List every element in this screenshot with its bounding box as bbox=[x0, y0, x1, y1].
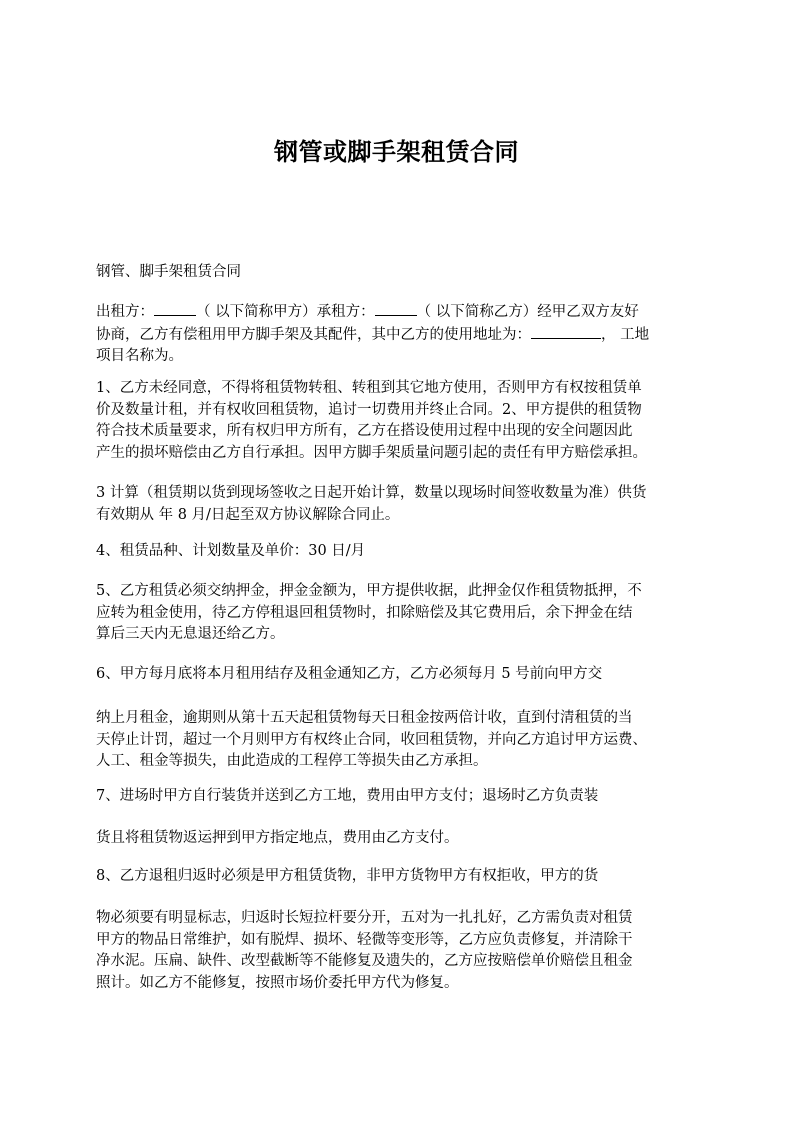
address-suffix: ， 工地 bbox=[601, 326, 650, 343]
clause-line: 有效期从 年 8 月/日起至双方协议解除合同止。 bbox=[96, 506, 400, 523]
clause-line: 净水泥。压扁、缺件、改型截断等不能修复及遗失的，乙方应按赔偿单价赔偿且租金 bbox=[96, 953, 633, 969]
clause-line: 纳上月租金，逾期则从第十五天起租赁物每天日租金按两倍计收，直到付清租赁的当 bbox=[96, 710, 633, 726]
clause-line: 照计。如乙方不能修复，按照市场价委托甲方代为修复。 bbox=[96, 974, 459, 991]
lessee-suffix: （ 以下简称乙方）经甲乙双方友好 bbox=[416, 304, 639, 320]
lessor-label: 出租方： bbox=[96, 304, 154, 320]
lessor-suffix: （ 以下简称甲方）承租方： bbox=[196, 304, 375, 320]
clause-8-body bbox=[96, 908, 698, 994]
clause-3 bbox=[96, 483, 698, 526]
contract-subtitle bbox=[96, 262, 698, 284]
clause-line: 7、进场时甲方自行装货并送到乙方工地，费用由甲方支付；退场时乙方负责装 bbox=[96, 788, 599, 804]
clause-6-heading bbox=[96, 664, 698, 686]
clause-line: 算后三天内无息退还给乙方。 bbox=[96, 626, 285, 642]
clause-line: 6、甲方每月底将本月租用结存及租金通知乙方，乙方必须每月 5 号前向甲方交 bbox=[96, 666, 603, 682]
clause-line: 价及数量计租，并有权收回租赁物，追讨一切费用并终止合同。2、甲方提供的租赁物 bbox=[96, 401, 642, 418]
address-prefix: 协商，乙方有偿租用甲方脚手架及其配件，其中乙方的使用地址为： bbox=[96, 326, 531, 343]
clause-line: 1、乙方未经同意，不得将租赁物转租、转租到其它地方使用，否则甲方有权按租赁单 bbox=[96, 380, 642, 396]
clause-line: 应转为租金使用，待乙方停租退回租赁物时，扣除赔偿及其它费用后，余下押金在结 bbox=[96, 604, 633, 621]
lessee-blank bbox=[375, 301, 417, 316]
intro-paragraph bbox=[96, 301, 698, 368]
clause-line: 8、乙方退租归返时必须是甲方租赁货物，非甲方货物甲方有权拒收，甲方的货 bbox=[96, 868, 599, 884]
lessor-blank bbox=[154, 301, 196, 316]
clause-line: 3 计算（租赁期以货到现场签收之日起开始计算，数量以现场时间签收数量为准）供货 bbox=[96, 485, 647, 501]
clause-line: 人工、租金等损失，由此造成的工程停工等损失由乙方承担。 bbox=[96, 753, 488, 769]
clause-line: 4、租赁品种、计划数量及单价：30 日/月 bbox=[96, 543, 366, 559]
intro-line-2 bbox=[96, 324, 698, 347]
clause-6-body bbox=[96, 708, 698, 773]
clause-line: 甲方的物品日常维护，如有脱焊、损坏、轻微等变形等，乙方应负责修复，并清除干 bbox=[96, 931, 633, 948]
clause-line: 货且将租赁物返运押到甲方指定地点，费用由乙方支付。 bbox=[96, 830, 459, 846]
intro-line-1 bbox=[96, 301, 698, 324]
intro-line-3: 项目名称为。 bbox=[96, 348, 183, 364]
clause-7-heading bbox=[96, 786, 698, 808]
clause-5 bbox=[96, 581, 698, 646]
subtitle-line: 钢管、脚手架租赁合同 bbox=[96, 264, 241, 280]
clause-4 bbox=[96, 541, 698, 563]
clause-line: 天停止计罚，超过一个月则甲方有权终止合同，收回租赁物，并向乙方追讨甲方运费、 bbox=[96, 731, 647, 748]
clause-line: 物必须要有明显标志，归返时长短拉杆要分开，五对为一扎扎好，乙方需负责对租赁 bbox=[96, 910, 633, 926]
document-title: 钢管或脚手架租赁合同 bbox=[274, 138, 519, 166]
clause-8-heading bbox=[96, 866, 698, 888]
clause-line: 产生的损坏赔偿由乙方自行承担。因甲方脚手架质量问题引起的责任有甲方赔偿承担。 bbox=[96, 444, 647, 461]
clause-7-body bbox=[96, 828, 698, 850]
clause-line: 5、乙方租赁必须交纳押金，押金金额为，甲方提供收据，此押金仅作租赁物抵押，不 bbox=[96, 583, 642, 599]
clause-1-2 bbox=[96, 378, 698, 464]
clause-line: 符合技术质量要求，所有权归甲方所有，乙方在搭设使用过程中出现的安全问题因此 bbox=[96, 423, 633, 439]
address-blank bbox=[531, 324, 601, 339]
